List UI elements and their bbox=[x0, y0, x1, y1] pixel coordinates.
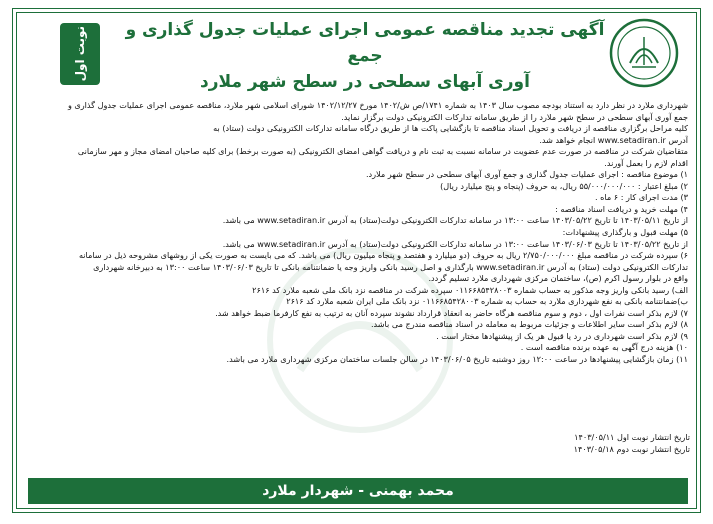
badge-label: نوبت اول bbox=[73, 26, 87, 82]
body-line: ۸) لازم بذکر است سایر اطلاعات و جزئیات مربوط به معامله در اسناد مناقصه مندرج می باشد. bbox=[370, 319, 688, 330]
body-line: ۹) لازم بذکر است شهرداری در رد یا قبول هر یک از پیشنهادها مختار است . bbox=[436, 330, 688, 341]
body-line: از تاریخ ۱۴۰۳/۰۵/۱۱ تا تاریخ ۱۴۰۳/۰۵/۲۲ ساعت ۱۳:۰۰ در سامانه تدارکات الکترونیکی دولت(ستاد) به آدرس www.setadiran.ir می باشد. bbox=[222, 215, 688, 226]
body-line: از تاریخ ۱۴۰۳/۰۵/۲۲ تا تاریخ ۱۴۰۳/۰۶/۰۳ ساعت ۱۳:۰۰ در سامانه تدارکات الکترونیکی دولت(ستاد) به آدرس www.setadiran.ir می باشد. bbox=[222, 238, 688, 249]
body-line: جمع آوری آبهای سطحی در سطح شهر ملارد را از طریق سامانه تدارکات الکترونیکی دولت برگزار نماید. bbox=[341, 111, 688, 122]
publication-dates bbox=[560, 432, 690, 455]
body-line: ۲) مبلغ اعتبار : ۵۵/۰۰۰/۰۰۰/۰۰۰ ریال، به حروف (پنجاه و پنج میلیارد ریال) bbox=[440, 180, 688, 191]
body-line: واقع در بلوار رسول اکرم (ص)، ساختمان مرکزی شهرداری ملارد تسلیم گردد. bbox=[428, 273, 688, 284]
notice-header bbox=[15, 11, 698, 97]
body-line: آدرس www.setadiran.ir انجام خواهد شد. bbox=[539, 134, 688, 145]
notice-title-line-1: آگهی تجدید مناقصه عمومی اجرای عملیات جدول گذاری و جمع bbox=[125, 20, 605, 66]
body-line: ۴) مهلت خرید و دریافت اسناد مناقصه : bbox=[555, 203, 688, 214]
body-line: ۵) مهلت قبول و بارگذاری پیشنهادات: bbox=[562, 227, 688, 238]
body-line: تدارکات الکترونیکی دولت (ستاد) به آدرس www.setadiran.ir بارگذاری و اصل رسید بانکی واریز وجه یا ضمانتنامه بانکی تا تاریخ ۱۴۰۳/۰۶/۰۳ ساعت ۱۳:۰۰ به دبیرخانه شهرداری bbox=[93, 261, 688, 272]
body-line: ب)ضمانتنامه بانکی به نفع شهرداری ملارد به حساب به شماره ۰۱۱۶۶۸۵۴۲۸۰۰۳ نزد بانک ملی ایران شعبه ملارد کد ۲۶۱۶ bbox=[286, 296, 688, 307]
body-line: ۷) لازم بذکر است نفرات اول ، دوم و سوم مناقصه هرگاه حاضر به انعقاد قرارداد نشوند سپرده آنان به ترتیب به نفع کارفرما ضبط خواهد شد. bbox=[215, 307, 688, 318]
body-line: الف) رسید بانکی واریز وجه مذکور به حساب شماره ۰۱۱۶۶۸۵۴۲۸۰۰۳ سپرده شرکت در مناقصه نزد بانک ملی شعبه ملارد کد ۲۶۱۶ bbox=[252, 284, 688, 295]
notice-body bbox=[30, 100, 688, 366]
body-line: ۶) سپرده شرکت در مناقصه مبلغ ۲/۷۵۰/۰۰۰/۰۰۰ ریال به حروف (دو میلیارد و هفتصد و پنجاه میلیون ریال) می باشد. که می بایست به صورت یکی از روشهای مشروحه ذیل در سامانه bbox=[78, 250, 688, 261]
mayor-signature: محمد بهمنی - شهردار ملارد bbox=[262, 483, 454, 499]
notice-title bbox=[110, 17, 620, 95]
body-line: متقاضیان شرکت در مناقصه در صورت عدم عضویت در سامانه نسبت به ثبت نام و دریافت گواهی امضای الکترونیکی (به صورت برخط) برای کلیه صاحبان امضای مجاز و مهر سازمانی bbox=[77, 146, 688, 157]
body-line: ۱۱) زمان بازگشایی پیشنهادها در ساعت ۱۲:۰۰ روز دوشنبه تاریخ ۱۴۰۳/۰۶/۰۵ در سالن جلسات ساختمان مرکزی شهرداری ملارد می باشد. bbox=[226, 354, 688, 365]
first-publication-date: تاریخ انتشار نوبت اول ۱۴۰۳/۰۵/۱۱ bbox=[574, 432, 690, 442]
publication-round-badge bbox=[60, 23, 100, 85]
body-line: کلیه مراحل برگزاری مناقصه از دریافت و تحویل اسناد مناقصه تا بازگشایی پاکت ها از طریق درگاه سامانه تدارکات الکترونیکی دولت (ستاد) به bbox=[213, 123, 688, 134]
body-line: ۱) موضوع مناقصه : اجرای عملیات جدول گذاری و جمع آوری آبهای سطحی در سطح شهر ملارد. bbox=[365, 169, 688, 180]
signature-bar bbox=[28, 478, 688, 504]
body-line: ۳) مدت اجرای کار : ۶ ماه . bbox=[595, 192, 688, 203]
second-publication-date: تاریخ انتشار نوبت دوم ۱۴۰۳/۰۵/۱۸ bbox=[573, 443, 690, 454]
body-line: شهرداری ملارد در نظر دارد به استناد بودجه مصوب سال ۱۴۰۳ به شماره ۱۷۴۱/ص ش/۱۴۰۲ مورخ ۱۴۰۲/۱۲/۲۷ شورای اسلامی شهر ملارد، مناقصه عمومی اجرای عملیات جدول گذاری و bbox=[67, 100, 688, 110]
notice-title-line-2: آوری آبهای سطحی در سطح شهر ملارد bbox=[200, 72, 530, 92]
body-line: اقدام لازم را بعمل آورند. bbox=[604, 157, 688, 168]
body-line: ۱۰) هزینه درج آگهی به عهده برنده مناقصه است . bbox=[520, 342, 688, 353]
